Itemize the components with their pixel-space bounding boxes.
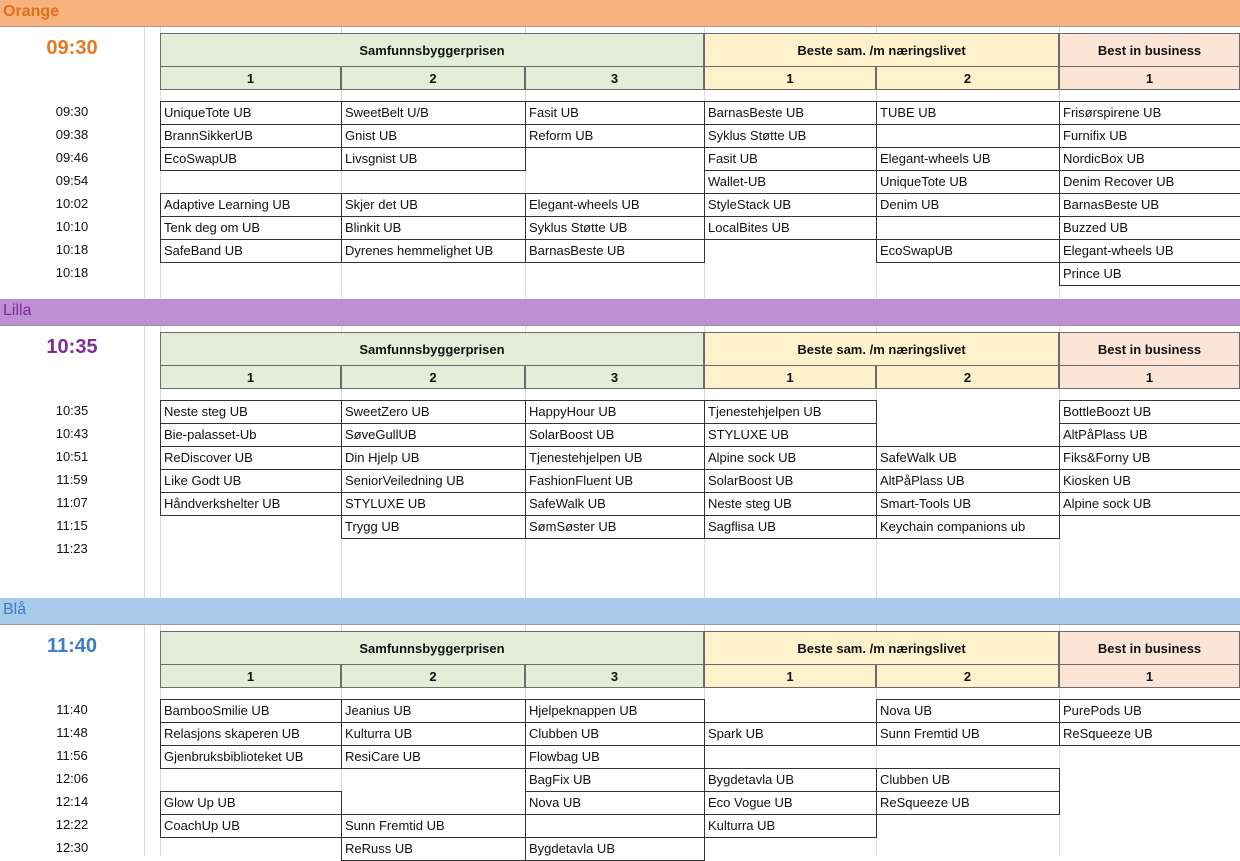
time-slot: 11:40 [56, 702, 88, 717]
team-entry[interactable]: Glow Up UB [160, 791, 342, 815]
team-entry[interactable]: ReRuss UB [341, 837, 526, 861]
team-entry[interactable]: Blinkit UB [341, 216, 526, 240]
team-entry[interactable]: Relasjons skaperen UB [160, 722, 342, 746]
team-entry[interactable]: BrannSikkerUB [160, 124, 342, 148]
team-entry[interactable]: Dyrenes hemmelighet UB [341, 239, 526, 263]
time-slot: 10:10 [55, 219, 89, 234]
header-best-in-business: Best in business [1059, 332, 1240, 366]
time-slot: 10:51 [55, 449, 89, 464]
team-entry[interactable]: Prince UB [1059, 262, 1240, 286]
column-number: 3 [525, 66, 704, 90]
time-slot: 12:22 [55, 817, 89, 832]
team-entry[interactable]: SolarBoost UB [525, 423, 705, 447]
team-entry[interactable]: Kiosken UB [1059, 469, 1240, 493]
column-number: 3 [525, 365, 704, 389]
team-entry[interactable]: LocalBites UB [704, 216, 877, 240]
team-entry[interactable]: Bygdetavla UB [704, 768, 877, 792]
team-entry[interactable]: Furnifix UB [1059, 124, 1240, 148]
team-entry[interactable]: Trygg UB [341, 515, 526, 539]
team-entry[interactable]: EcoSwapUB [876, 239, 1060, 263]
team-entry[interactable]: SolarBoost UB [704, 469, 877, 493]
team-entry[interactable]: Fasit UB [525, 101, 705, 125]
team-entry[interactable]: UniqueTote UB [160, 101, 342, 125]
team-entry[interactable]: SafeWalk UB [525, 492, 705, 516]
team-entry[interactable]: EcoSwapUB [160, 147, 342, 171]
team-entry[interactable]: Wallet-UB [704, 170, 877, 194]
time-slot: 11:07 [56, 495, 88, 510]
section-title: Lilla [3, 302, 32, 319]
column-number: 1 [160, 66, 341, 90]
time-slot: 11:56 [56, 748, 88, 763]
team-entry[interactable]: SafeBand UB [160, 239, 342, 263]
time-slot: 10:02 [55, 196, 89, 211]
team-entry[interactable]: Syklus Støtte UB [525, 216, 705, 240]
time-slot: 09:46 [55, 150, 89, 165]
team-entry[interactable]: Clubben UB [525, 722, 705, 746]
team-entry[interactable]: BagFix UB [525, 768, 705, 792]
time-slot: 10:18 [55, 265, 89, 280]
column-number: 1 [160, 365, 341, 389]
team-entry[interactable]: BarnasBeste UB [525, 239, 705, 263]
team-entry[interactable]: FashionFluent UB [525, 469, 705, 493]
team-entry[interactable]: ReSqueeze UB [876, 791, 1060, 815]
team-entry[interactable]: Reform UB [525, 124, 705, 148]
section-start-time: 11:40 [46, 635, 98, 657]
team-entry[interactable]: BarnasBeste UB [704, 101, 877, 125]
column-number: 1 [1059, 66, 1240, 90]
team-entry[interactable]: AltPåPlass UB [876, 469, 1060, 493]
team-entry[interactable]: Nova UB [525, 791, 705, 815]
section-title: Blå [3, 601, 27, 618]
time-slot: 09:54 [55, 173, 89, 188]
header-best-in-business: Best in business [1059, 631, 1240, 665]
column-number: 2 [341, 365, 525, 389]
column-number: 2 [341, 66, 525, 90]
team-entry[interactable]: Hjelpeknappen UB [525, 699, 705, 723]
team-entry[interactable]: Sunn Fremtid UB [341, 814, 526, 838]
team-entry[interactable]: Alpine sock UB [1059, 492, 1240, 516]
column-number: 1 [704, 664, 876, 688]
time-slot: 12:14 [55, 794, 89, 809]
header-best-in-business: Best in business [1059, 33, 1240, 67]
team-entry[interactable]: AltPåPlass UB [1059, 423, 1240, 447]
team-entry[interactable]: Buzzed UB [1059, 216, 1240, 240]
team-entry[interactable]: Like Godt UB [160, 469, 342, 493]
section-band-orange [0, 0, 1240, 27]
time-slot: 09:30 [55, 104, 89, 119]
team-entry[interactable]: Gjenbruksbiblioteket UB [160, 745, 342, 769]
team-entry[interactable]: Sagflisa UB [704, 515, 877, 539]
column-number: 1 [1059, 664, 1240, 688]
header-samfunnsbyggerprisen: Samfunnsbyggerprisen [160, 33, 704, 67]
team-entry[interactable]: Bie-palasset-Ub [160, 423, 342, 447]
time-slot: 11:15 [56, 518, 88, 533]
team-entry[interactable]: SøveGullUB [341, 423, 526, 447]
time-slot: 12:30 [55, 840, 89, 855]
time-slot: 11:48 [56, 725, 88, 740]
team-entry[interactable]: NordicBox UB [1059, 147, 1240, 171]
team-entry[interactable]: SømSøster UB [525, 515, 705, 539]
time-slot: 11:59 [56, 472, 88, 487]
team-entry[interactable]: CoachUp UB [160, 814, 342, 838]
time-slot: 11:23 [56, 541, 88, 556]
team-entry[interactable]: ReSqueeze UB [1059, 722, 1240, 746]
section-title: Orange [3, 3, 60, 20]
time-slot: 10:43 [55, 426, 89, 441]
team-entry[interactable]: Din Hjelp UB [341, 446, 526, 470]
header-samfunnsbyggerprisen: Samfunnsbyggerprisen [160, 332, 704, 366]
team-entry[interactable]: Syklus Støtte UB [704, 124, 877, 148]
time-slot: 10:35 [55, 403, 89, 418]
team-entry[interactable]: Sunn Fremtid UB [876, 722, 1060, 746]
team-entry[interactable]: SeniorVeiledning UB [341, 469, 526, 493]
team-entry[interactable]: TUBE UB [876, 101, 1060, 125]
team-entry[interactable]: Tjenestehjelpen UB [525, 446, 705, 470]
header-beste-naeringslivet: Beste sam. /m næringslivet [704, 33, 1059, 67]
section-band-lilla [0, 299, 1240, 326]
time-slot: 12:06 [55, 771, 89, 786]
header-samfunnsbyggerprisen: Samfunnsbyggerprisen [160, 631, 704, 665]
column-number: 1 [1059, 365, 1240, 389]
team-entry[interactable]: ResiCare UB [341, 745, 526, 769]
time-slot: 09:38 [55, 127, 89, 142]
team-entry[interactable]: Spark UB [704, 722, 877, 746]
team-entry[interactable]: Kulturra UB [704, 814, 877, 838]
team-entry[interactable]: Tjenestehjelpen UB [704, 400, 877, 424]
team-entry[interactable]: BambooSmilie UB [160, 699, 342, 723]
team-entry[interactable]: Livsgnist UB [341, 147, 526, 171]
team-entry[interactable]: StyleStack UB [704, 193, 877, 217]
time-slot: 10:18 [55, 242, 89, 257]
team-entry[interactable]: ReDiscover UB [160, 446, 342, 470]
team-entry[interactable]: Tenk deg om UB [160, 216, 342, 240]
team-entry[interactable]: UniqueTote UB [876, 170, 1060, 194]
column-number: 1 [160, 664, 341, 688]
team-entry[interactable]: Bygdetavla UB [525, 837, 705, 861]
section-band-bla [0, 598, 1240, 625]
team-entry[interactable]: Alpine sock UB [704, 446, 877, 470]
team-entry[interactable]: SafeWalk UB [876, 446, 1060, 470]
team-entry[interactable]: Fasit UB [704, 147, 877, 171]
team-entry[interactable]: Nova UB [876, 699, 1060, 723]
team-entry[interactable]: PurePods UB [1059, 699, 1240, 723]
column-number: 2 [876, 664, 1059, 688]
team-entry[interactable]: BarnasBeste UB [1059, 193, 1240, 217]
team-entry[interactable]: Jeanius UB [341, 699, 526, 723]
header-beste-naeringslivet: Beste sam. /m næringslivet [704, 332, 1059, 366]
team-entry[interactable]: Clubben UB [876, 768, 1060, 792]
team-entry[interactable]: Kulturra UB [341, 722, 526, 746]
team-entry[interactable]: Håndverkshelter UB [160, 492, 342, 516]
column-number: 1 [704, 66, 876, 90]
team-entry[interactable]: HappyHour UB [525, 400, 705, 424]
team-entry[interactable]: Elegant-wheels UB [525, 193, 705, 217]
team-entry[interactable]: BottleBoozt UB [1059, 400, 1240, 424]
team-entry[interactable]: Neste steg UB [704, 492, 877, 516]
column-number: 3 [525, 664, 704, 688]
section-start-time: 09:30 [46, 37, 98, 59]
team-entry[interactable]: Gnist UB [341, 124, 526, 148]
section-start-time: 10:35 [46, 336, 98, 358]
team-entry[interactable]: Adaptive Learning UB [160, 193, 342, 217]
team-entry[interactable]: Eco Vogue UB [704, 791, 877, 815]
grid-column-line [144, 0, 145, 856]
team-entry[interactable]: STYLUXE UB [341, 492, 526, 516]
team-entry[interactable]: Fiks&Forny UB [1059, 446, 1240, 470]
team-entry[interactable]: STYLUXE UB [704, 423, 877, 447]
team-entry[interactable]: Denim UB [876, 193, 1060, 217]
team-entry[interactable]: Neste steg UB [160, 400, 342, 424]
team-entry[interactable]: Denim Recover UB [1059, 170, 1240, 194]
team-entry[interactable]: SweetBelt U/B [341, 101, 526, 125]
team-entry[interactable]: Keychain companions ub [876, 515, 1060, 539]
team-entry[interactable]: Elegant-wheels UB [876, 147, 1060, 171]
team-entry[interactable]: Flowbag UB [525, 745, 705, 769]
team-entry[interactable]: Elegant-wheels UB [1059, 239, 1240, 263]
column-number: 2 [876, 365, 1059, 389]
column-number: 2 [341, 664, 525, 688]
team-entry[interactable]: SweetZero UB [341, 400, 526, 424]
team-entry[interactable]: Smart-Tools UB [876, 492, 1060, 516]
header-beste-naeringslivet: Beste sam. /m næringslivet [704, 631, 1059, 665]
team-entry[interactable]: Frisørspirene UB [1059, 101, 1240, 125]
column-number: 2 [876, 66, 1059, 90]
column-number: 1 [704, 365, 876, 389]
team-entry[interactable]: Skjer det UB [341, 193, 526, 217]
